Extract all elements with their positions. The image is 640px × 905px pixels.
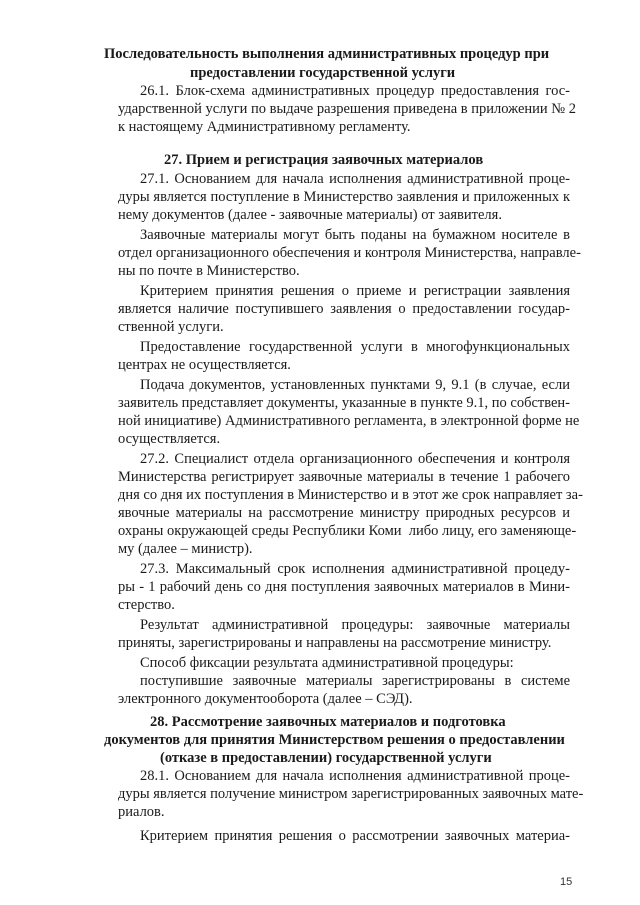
paragraph-submit-line: Подача документов, установленных пунктами 9, 9.1 (в случае, если [140, 377, 570, 393]
paragraph-27-1-line: 27.1. Основанием для начала исполнения административной проце- [140, 171, 570, 187]
paragraph-28-1-line: риалов. [118, 804, 165, 820]
paragraph-submit-line: заявитель представляет документы, указанные в пункте 9.1, по собствен- [118, 395, 571, 411]
paragraph-27-1-line: дуры является поступление в Министерство заявления и приложенных к [118, 189, 570, 205]
paragraph-paper-line: отдел организационного обеспечения и контроля Министерства, направле- [118, 245, 581, 261]
paragraph-27-2-line: охраны окружающей среды Республики Коми либо лицу, его заменяюще- [118, 523, 577, 539]
paragraph-27-3-line: стерство. [118, 597, 175, 613]
paragraph-26-1-line: ударственной услуги по выдаче разрешения приведена в приложении № 2 [118, 101, 577, 117]
paragraph-submit-line: ной инициативе) Административного регламента, в электронной форме не [118, 413, 580, 429]
paragraph-28-1-line: 28.1. Основанием для начала исполнения административной проце- [140, 768, 570, 784]
paragraph-mfc-line: Предоставление государственной услуги в многофункциональных [140, 339, 570, 355]
paragraph-27-3-line: 27.3. Максимальный срок исполнения административной процеду- [140, 561, 570, 577]
paragraph-27-2-line: дня со дня их поступления в Министерство и в этот же срок направляет за- [118, 487, 583, 503]
paragraph-27-2-line: явочные материалы на рассмотрение министру природных ресурсов и [118, 505, 570, 521]
paragraph-27-3-line: ры - 1 рабочий день со дня поступления заявочных материалов в Мини- [118, 579, 570, 595]
paragraph-paper-line: ны по почте в Министерство. [118, 263, 300, 279]
paragraph-method-line: поступившие заявочные материалы зарегистрированы в системе [140, 673, 570, 689]
paragraph-26-1-line: 26.1. Блок-схема административных процедур предоставления гос- [140, 83, 570, 99]
paragraph-paper-line: Заявочные материалы могут быть поданы на бумажном носителе в [140, 227, 570, 243]
paragraph-submit-line: осуществляется. [118, 431, 221, 447]
paragraph-27-2-line: 27.2. Специалист отдела организационного обеспечения и контроля [140, 451, 570, 467]
paragraph-27-2-line: Министерства регистрирует заявочные материалы в течение 1 рабочего [118, 469, 570, 485]
paragraph-mfc-line: центрах не осуществляется. [118, 357, 291, 373]
heading-28-line: 28. Рассмотрение заявочных материалов и подготовка [150, 714, 506, 730]
paragraph-criterion-line: ственной услуги. [118, 319, 224, 335]
paragraph-criterion-line: Критерием принятия решения о приеме и регистрации заявления [140, 283, 570, 299]
paragraph-result-line: приняты, зарегистрированы и направлены на рассмотрение министру. [118, 635, 552, 651]
heading-28-line: (отказе в предоставлении) государственной услуги [160, 750, 492, 766]
section-heading-line-2: предоставлении государственной услуги [190, 65, 456, 81]
paragraph-result-line: Результат административной процедуры: заявочные материалы [140, 617, 570, 633]
heading-27: 27. Прием и регистрация заявочных материалов [164, 152, 484, 168]
paragraph-method-line: Способ фиксации результата административной процедуры: [140, 655, 514, 671]
paragraph-27-1-line: нему документов (далее - заявочные материалы) от заявителя. [118, 207, 502, 223]
paragraph-28-1-line: дуры является получение министром зарегистрированных заявочных мате- [118, 786, 584, 802]
paragraph-criterion-line: является наличие поступившего заявления о предоставлении государ- [118, 301, 570, 317]
section-heading-line-1: Последовательность выполнения административных процедур при [104, 46, 550, 62]
page-number: 15 [560, 876, 573, 888]
paragraph-method-line: электронного документооборота (далее – СЭД). [118, 691, 413, 707]
paragraph-criterion-2-line: Критерием принятия решения о рассмотрении заявочных материа- [140, 828, 570, 844]
heading-28-line: документов для принятия Министерством решения о предоставлении [104, 732, 565, 748]
paragraph-27-2-line: му (далее – министр). [118, 541, 253, 557]
paragraph-26-1-line: к настоящему Административному регламенту. [118, 119, 411, 135]
